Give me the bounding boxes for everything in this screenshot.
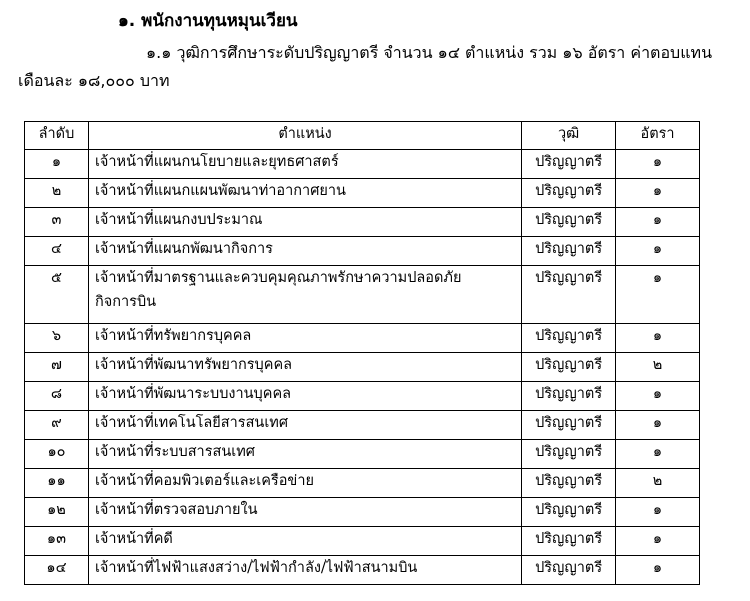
row-rate: ๑ xyxy=(616,266,700,324)
row-rate: ๑ xyxy=(616,179,700,208)
row-no: ๙ xyxy=(25,411,89,440)
row-no: ๘ xyxy=(25,382,89,411)
row-qualification: ปริญญาตรี xyxy=(522,353,616,382)
table-row xyxy=(25,237,700,266)
table-row xyxy=(25,324,700,353)
row-position: เจ้าหน้าที่พัฒนาทรัพยากรบุคคล xyxy=(88,353,521,382)
table-row xyxy=(25,469,700,498)
table-row xyxy=(25,382,700,411)
table-row xyxy=(25,411,700,440)
row-rate: ๑ xyxy=(616,556,700,585)
row-qualification: ปริญญาตรี xyxy=(522,266,616,324)
row-position: เจ้าหน้าที่ทรัพยากรบุคคล xyxy=(88,324,521,353)
row-position-line-2: กิจการบิน xyxy=(94,294,157,310)
header-qualification: วุฒิ xyxy=(522,122,616,150)
section-heading: ๑. พนักงานทุนหมุนเวียน xyxy=(118,11,298,31)
row-position: เจ้าหน้าที่ไฟฟ้าแสงสว่าง/ไฟฟ้ากำลัง/ไฟฟ้าสนามบิน xyxy=(88,556,521,585)
row-no: ๑๓ xyxy=(25,527,89,556)
row-position: เจ้าหน้าที่เทคโนโลยีสารสนเทศ xyxy=(88,411,521,440)
table-row xyxy=(25,208,700,237)
row-qualification: ปริญญาตรี xyxy=(522,498,616,527)
row-qualification: ปริญญาตรี xyxy=(522,440,616,469)
row-qualification: ปริญญาตรี xyxy=(522,179,616,208)
row-rate: ๑ xyxy=(616,208,700,237)
row-no: ๑ xyxy=(25,150,89,179)
table-row xyxy=(25,179,700,208)
row-position-line-1: เจ้าหน้าที่มาตรฐานและควบคุมคุณภาพรักษาความปลอดภัย xyxy=(94,270,462,286)
row-position: เจ้าหน้าที่แผนกนโยบายและยุทธศาสตร์ xyxy=(88,150,521,179)
table-row xyxy=(25,440,700,469)
row-position: เจ้าหน้าที่แผนกแผนพัฒนาท่าอากาศยาน xyxy=(88,179,521,208)
row-no: ๑๒ xyxy=(25,498,89,527)
row-position: เจ้าหน้าที่ระบบสารสนเทศ xyxy=(88,440,521,469)
row-rate: ๑ xyxy=(616,237,700,266)
row-no: ๔ xyxy=(25,237,89,266)
row-no: ๑๐ xyxy=(25,440,89,469)
header-no: ลำดับ xyxy=(25,122,89,150)
row-position: เจ้าหน้าที่คอมพิวเตอร์และเครือข่าย xyxy=(88,469,521,498)
row-qualification: ปริญญาตรี xyxy=(522,382,616,411)
row-rate: ๑ xyxy=(616,498,700,527)
row-position: เจ้าหน้าที่คดี xyxy=(88,527,521,556)
header-position: ตำแหน่ง xyxy=(88,122,521,150)
row-qualification: ปริญญาตรี xyxy=(522,324,616,353)
table-row xyxy=(25,353,700,382)
row-rate: ๑ xyxy=(616,324,700,353)
row-qualification: ปริญญาตรี xyxy=(522,556,616,585)
row-qualification: ปริญญาตรี xyxy=(522,150,616,179)
row-rate: ๒ xyxy=(616,353,700,382)
row-position xyxy=(88,266,521,324)
table-row xyxy=(25,150,700,179)
row-position: เจ้าหน้าที่ตรวจสอบภายใน xyxy=(88,498,521,527)
row-qualification: ปริญญาตรี xyxy=(522,208,616,237)
row-no: ๑๑ xyxy=(25,469,89,498)
table-row xyxy=(25,498,700,527)
row-rate: ๑ xyxy=(616,150,700,179)
row-rate: ๒ xyxy=(616,469,700,498)
row-position: เจ้าหน้าที่แผนกพัฒนากิจการ xyxy=(88,237,521,266)
row-no: ๖ xyxy=(25,324,89,353)
row-position: เจ้าหน้าที่พัฒนาระบบงานบุคคล xyxy=(88,382,521,411)
intro-line-1: ๑.๑ วุฒิการศึกษาระดับปริญญาตรี จำนวน ๑๔ ตำแหน่ง รวม ๑๖ อัตรา ค่าตอบแทน xyxy=(146,43,713,62)
row-position: เจ้าหน้าที่แผนกงบประมาณ xyxy=(88,208,521,237)
row-no: ๒ xyxy=(25,179,89,208)
row-no: ๕ xyxy=(25,266,89,324)
row-rate: ๑ xyxy=(616,527,700,556)
row-qualification: ปริญญาตรี xyxy=(522,469,616,498)
row-qualification: ปริญญาตรี xyxy=(522,237,616,266)
table-row xyxy=(25,266,700,324)
row-rate: ๑ xyxy=(616,411,700,440)
header-rate: อัตรา xyxy=(616,122,700,150)
row-no: ๗ xyxy=(25,353,89,382)
row-qualification: ปริญญาตรี xyxy=(522,411,616,440)
positions-table xyxy=(24,121,700,585)
row-no: ๑๔ xyxy=(25,556,89,585)
row-qualification: ปริญญาตรี xyxy=(522,527,616,556)
row-rate: ๑ xyxy=(616,440,700,469)
row-rate: ๑ xyxy=(616,382,700,411)
table-row xyxy=(25,527,700,556)
table-row xyxy=(25,556,700,585)
row-no: ๓ xyxy=(25,208,89,237)
table-header-row xyxy=(25,122,700,150)
intro-line-2: เดือนละ ๑๘,๐๐๐ บาท xyxy=(18,71,170,90)
